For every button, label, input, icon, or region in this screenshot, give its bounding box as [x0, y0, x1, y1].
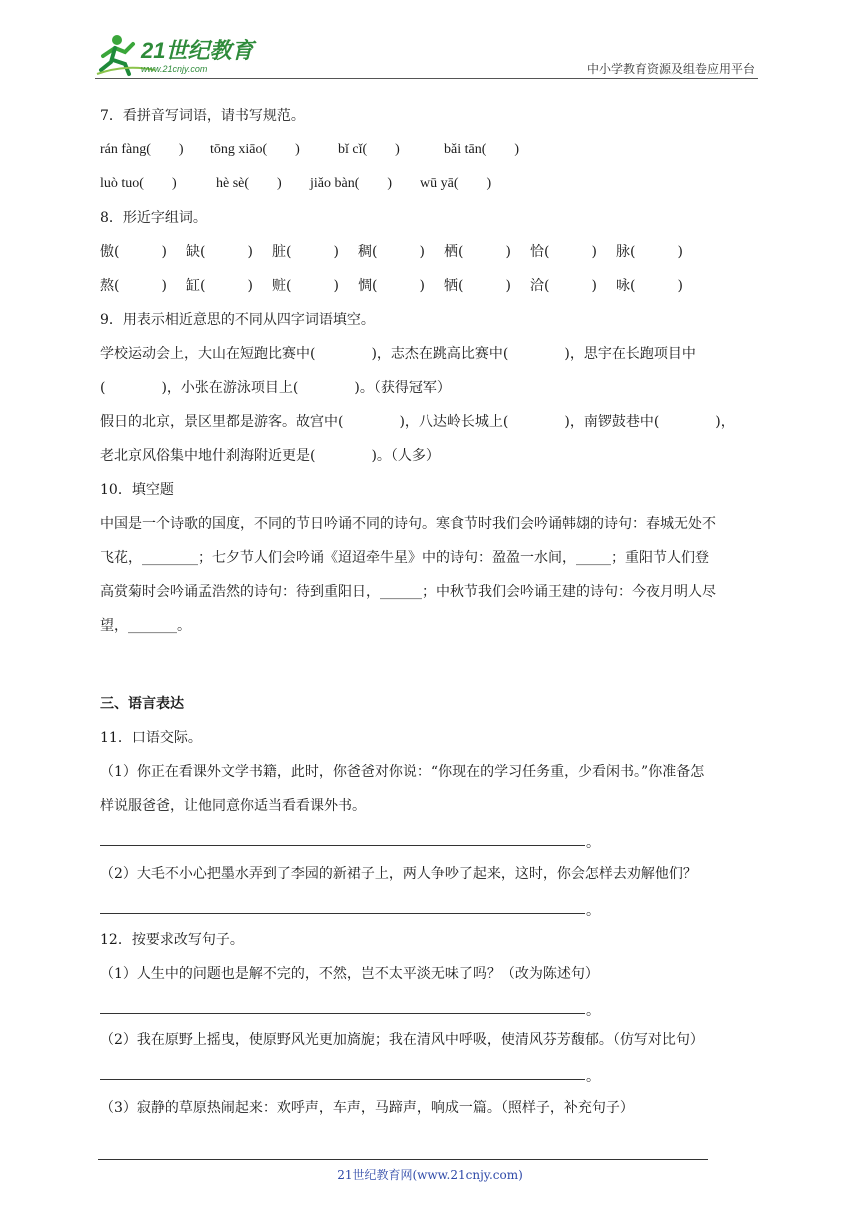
q12-part3: （3）寂静的草原热闹起来：欢呼声，车声，马蹄声，响成一篇。（照样子，补充句子） — [100, 1100, 634, 1116]
q7-item: bǎi tān( ) — [444, 142, 520, 157]
q8-title: 8．形近字组词。 — [100, 210, 207, 226]
q8-item: 恰( ) — [530, 244, 597, 260]
q8-item: 咏( ) — [616, 278, 683, 294]
q12-part2: （2）我在原野上摇曳，使原野风光更加旖旎；我在清风中呼吸，使清风芬芳馥郁。（仿写对比句） — [100, 1032, 704, 1048]
answer-line — [100, 1013, 585, 1014]
answer-period: 。 — [586, 835, 600, 851]
answer-line — [100, 845, 585, 846]
q7-item: bǐ cǐ( ) — [338, 142, 400, 157]
q10-title: 10．填空题 — [100, 482, 174, 498]
q11-part2: （2）大毛不小心把墨水弄到了李园的新裙子上，两人争吵了起来，这时，你会怎样去劝解他们？ — [100, 866, 697, 882]
page-header — [95, 30, 760, 82]
footer-divider — [98, 1159, 708, 1160]
q8-item: 稠( ) — [358, 244, 425, 260]
q8-item: 脏( ) — [272, 244, 339, 260]
q7-item: wū yā( ) — [420, 176, 492, 191]
q7-item: rán fàng( ) — [100, 142, 184, 157]
answer-line — [100, 1079, 585, 1080]
answer-period: 。 — [586, 903, 600, 919]
q12-part1: （1）人生中的问题也是解不完的，不然，岂不太平淡无味了吗？（改为陈述句） — [100, 966, 599, 982]
header-divider — [95, 78, 758, 79]
answer-period: 。 — [586, 1069, 600, 1085]
site-logo — [95, 30, 265, 78]
logo-url: www.21cnjy.com — [141, 64, 208, 74]
q9-title: 9．用表示相近意思的不同从四字词语填空。 — [100, 312, 375, 328]
q11-title: 11．口语交际。 — [100, 730, 202, 746]
q11-part1-line: （1）你正在看课外文学书籍，此时，你爸爸对你说：“你现在的学习任务重，少看闲书。”你准备怎 — [100, 764, 705, 780]
q8-item: 脉( ) — [616, 244, 683, 260]
q7-item: jiǎo bàn( ) — [310, 176, 393, 191]
q10-text-line: 飞花，________；七夕节人们会吟诵《迢迢牵牛星》中的诗句：盈盈一水间，_____；重阳节人们登 — [100, 550, 709, 566]
section-title: 三、语言表达 — [100, 696, 184, 712]
q10-text-line: 望，_______。 — [100, 618, 191, 634]
q9-text-line: 老北京风俗集中地什刹海附近更是( )。（人多） — [100, 448, 440, 464]
answer-period: 。 — [586, 1003, 600, 1019]
q10-text-line: 中国是一个诗歌的国度，不同的节日吟诵不同的诗句。寒食节时我们会吟诵韩翃的诗句：春城无处不 — [100, 516, 716, 532]
q10-text-line: 高赏菊时会吟诵孟浩然的诗句：待到重阳日，______；中秋节我们会吟诵王建的诗句：今夜月明人尽 — [100, 584, 716, 600]
q8-item: 缸( ) — [186, 278, 253, 294]
q12-title: 12．按要求改写句子。 — [100, 932, 244, 948]
q8-item: 栖( ) — [444, 244, 511, 260]
header-platform-text: 中小学教育资源及组卷应用平台 — [586, 62, 755, 76]
q8-item: 惆( ) — [358, 278, 425, 294]
q8-item: 赃( ) — [272, 278, 339, 294]
q7-item: tōng xiāo( ) — [210, 142, 300, 157]
q8-item: 傲( ) — [100, 244, 167, 260]
q7-title: 7．看拼音写词语，请书写规范。 — [100, 108, 305, 124]
logo-title: 21世纪教育 — [141, 38, 254, 63]
q7-item: luò tuo( ) — [100, 176, 177, 191]
q8-item: 洽( ) — [530, 278, 597, 294]
q8-item: 牺( ) — [444, 278, 511, 294]
footer-link[interactable]: 21世纪教育网(www.21cnjy.com) — [337, 1168, 523, 1182]
q9-text-line: 学校运动会上，大山在短跑比赛中( )，志杰在跳高比赛中( )，思宇在长跑项目中 — [100, 346, 696, 362]
q9-text-line: 假日的北京，景区里都是游客。故宫中( )，八达岭长城上( )，南锣鼓巷中( )， — [100, 414, 735, 430]
answer-line — [100, 913, 585, 914]
q11-part1-line: 样说服爸爸，让他同意你适当看看课外书。 — [100, 798, 366, 814]
q9-text-line: ( )，小张在游泳项目上( )。（获得冠军） — [100, 380, 451, 396]
q7-item: hè sè( ) — [216, 176, 282, 191]
q8-item: 熬( ) — [100, 278, 167, 294]
q8-item: 缺( ) — [186, 244, 253, 260]
